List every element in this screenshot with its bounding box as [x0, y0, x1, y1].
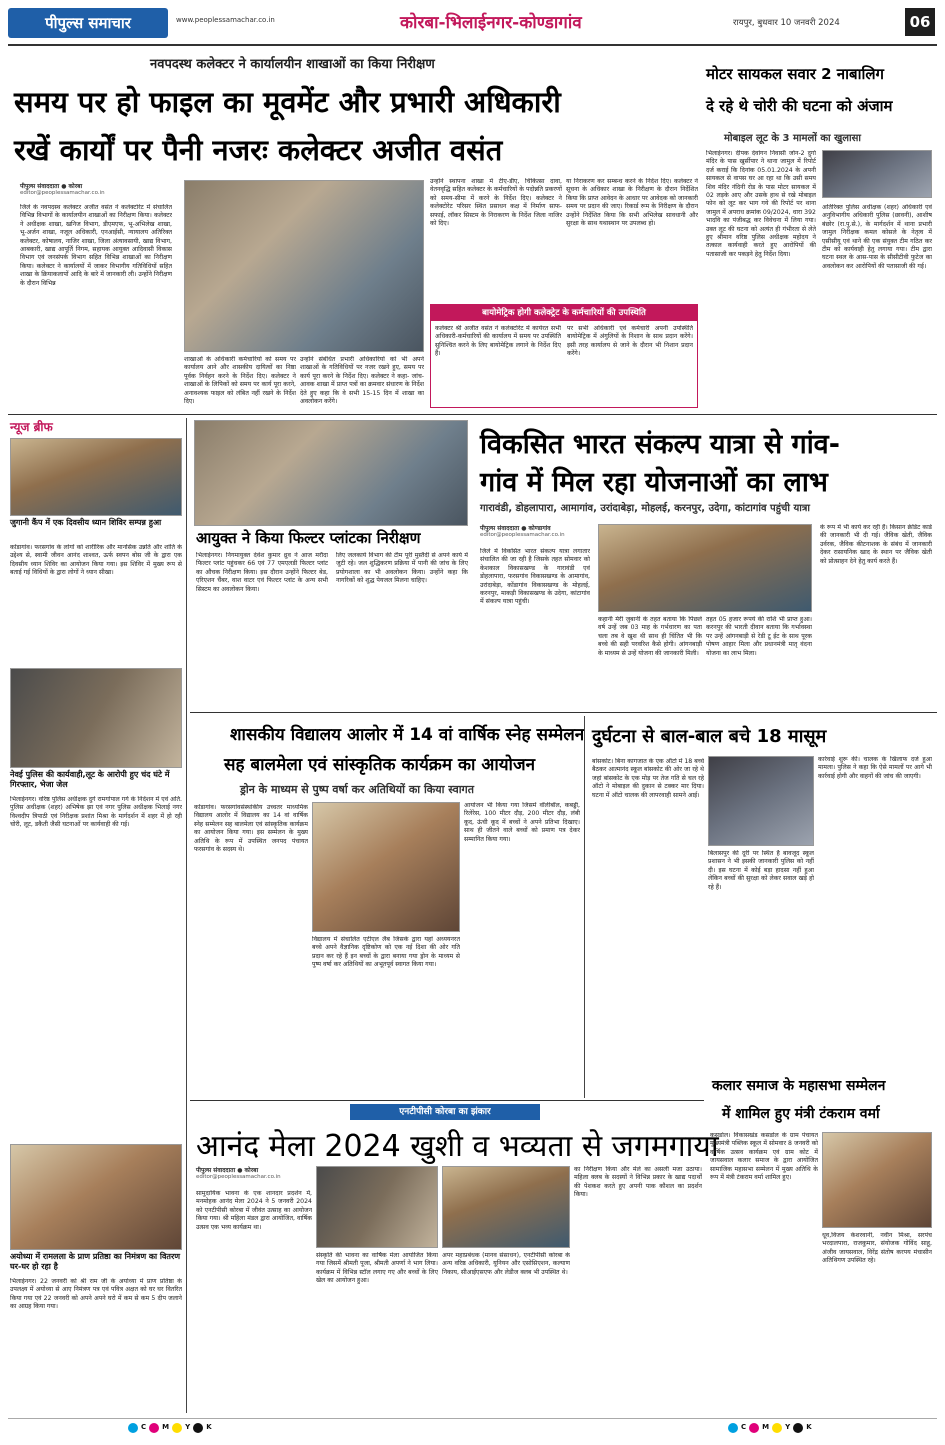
story5-col2: विद्यालय में संचालित एटीएल लैब जिसके द्वारा यहां अध्ययनरत बच्चे अपने वैज्ञानिक दृष्टिकोण को एक नई दिशा की ओर गति प्रदान कर रहे हैं इन बच्चों के द्वारा बनाया गया ड्रोन के माध्यम से पुष्प वर्षा कर अतिथियों का अभूतपूर्व स्वागत किया गया। — [312, 936, 460, 969]
story2-headline-2: दे रहे थे चोरी की घटना को अंजाम — [706, 97, 893, 115]
date: रायपुर, बुधवार 10 जनवरी 2024 — [733, 18, 840, 28]
story1-col1: जिले के नवपदस्थ कलेक्टर अजीत वसंत ने कलेक्टोरेट में संचालित विभिन्न विभागों के कार्यालयीन शाखाओं का निरीक्षण किया। कलेक्टर ने अधीक्षक शाखा, खनिज विभाग, डीएमएफ, भू-अभिलेख शाखा, भू-अर्जन शाखा, नजूल अधिकारी, एनआईसी, न्यायालय अतिरिक्त कलेक्टर, कोषालय, नाजिर शाखा, जिला अंत्यावसायी, खाद्य विभाग, आबकारी, खाद्य आपूर्ति निगम, सहायक आयुक्त आदिवासी विकास विभाग एवं जनसंपर्क विभाग सहित विभिन्न शाखाओं का निरीक्षण किया। कलेक्टर ने कार्यालयों में जाकर विभागीय गतिविधियों सहित शाखा के क्रियाकलापों आदि के बारे में जानकारी ली। उन्होंने निरीक्षण के दौरान विभिन्न — [20, 204, 172, 287]
magenta-dot-2 — [749, 1423, 759, 1433]
logo — [8, 8, 168, 38]
story7-col2: संस्कृति की भावना का वार्षिक मेला आयोजित किया गया जिसमें श्रीमती पूजा, श्रीमती अपर्णा ने भाग लिया। कार्यक्रम में विभिन्न स्टॉल लगाए गए और बच्चों के लिए खेल का आयोजन हुआ। — [316, 1252, 438, 1285]
story2-col2: अतिरिक्त पुलिस अधीक्षक (शहर) अधिकारी एवं अनुविभागीय अधिकारी पुलिस (छावनी), आशीष बंछोर (रा.पु.से.), के मार्गदर्शन में थाना प्रभारी जामुल निरीक्षक कमल कोसले के नेतृत्व में एसीसीयू एवं थाने की एक संयुक्त टीम गठित कर टीम को कार्यवाही हेतु लगाया गया। टीम द्वारा घटना स्थल के आस-पास के सीसीटीवी फुटेज का अवलोकन कर आरोपियों की पतासाजी की गई। — [822, 204, 932, 270]
brief3-body: भिलाईनगर। 22 जनवरी को श्री राम जी के अयोध्या में प्राण प्रतिष्ठा के उपलक्ष्य में अयोध्या से आए निमंत्रण पत्र एवं पवित्र अक्षत को घर घर वितरित किया गया एवं 22 जनवरी को अपने अपने घरो में कम से कम 5 दीप जलाने का आग्रह किया गया। — [10, 1278, 182, 1311]
story1-kicker: नवपदस्थ कलेक्टर ने कार्यालयीन शाखाओं का किया निरीक्षण — [150, 57, 435, 72]
biometric-box-col2: पर सभी अधिकारी एवं कर्मचारी अपनी उपस्थिति बायोमेट्रिक में अंगुलियों के निशान के साथ प्रदान करेंगे। इसी तरह कार्यालय से जाने के दौरान भी निशान प्रदान करेंगे। — [567, 325, 693, 358]
biometric-box-title: बायोमेट्रिक होगी कलेक्ट्रेट के कर्मचारियों की उपस्थिति — [431, 305, 697, 321]
story8-headline-2: में शामिल हुए मंत्री टंकराम वर्मा — [722, 1106, 880, 1122]
story4-col1: जिले में विकसित भारत संकल्प यात्रा लगातार संचालित की जा रही है जिसके तहत सोमवार को केशकाल विकासखण्ड के गारावंडी एवं डोहलापारा, फरसगांव विकासखण्ड के आमागांव, उरांदाबेड़ा, कोंडागांव विकासखण्ड के मोहलई, करनपुर, माकड़ी विकासखण्ड के उदेगा, कांटागांव में संकल्प यात्रा पहुंची। — [480, 548, 590, 606]
story4-byline: पीपुल्स संवाददाता ● कोण्डागांव — [480, 525, 551, 532]
footer — [8, 1418, 937, 1438]
story5-col1: कोंडागांव। फरसगांवसंस्थांकीय उच्चतर माध्यमिक विद्यालय आलोर में विद्यालय का 14 वां वार्षिक स्नेह सम्मेलन सह बालमेला एवं सांस्कृतिक कार्यक्रम का आयोजन किया गया। इस सम्मेलन के मुख्य अतिथि के रूप में उपस्थित जनपद पंचायत फरसगांव के सदस्य थे। — [194, 804, 308, 854]
cmyk-m: M — [162, 1423, 170, 1431]
story6-headline: दुर्घटना से बाल-बाल बचे 18 मासूम — [592, 726, 827, 747]
story5-headline-2: सह बालमेला एवं सांस्कृतिक कार्यक्रम का आयोजन — [224, 755, 536, 775]
story3-col1: भिलाईनगर। निगमायुक्त देवेश कुमार ध्रुव ने आज मरौदा फिल्टर प्लांट पहुंचकर 66 एवं 77 एमएलडी फिल्टर प्लांट का औचक निरीक्षण किया। इस दौरान उन्होंने फिल्टर बेड, एरिएशन चैंबर, वाश वाटर एवं फिल्टर प्लांट के अन्य सभी सिस्टम का अवलोकन किया। — [196, 552, 328, 593]
yellow-dot-2 — [772, 1423, 782, 1433]
cmyk-k: K — [206, 1423, 212, 1431]
story7-byline: पीपुल्स संवाददाता ● कोरबा — [196, 1167, 259, 1174]
story2-headline-1: मोटर सायकल सवार 2 नाबालिग — [706, 65, 884, 83]
story1-col4: उन्होंने स्थापना शाखा में टीए-डीए, चिकित्सा दावा, वेतनवृद्धि सहित कलेक्टर के कर्मचारियों के पदोन्नति प्रकरणों को समय-सीमा में करने के निर्देश दिए। कलेक्टर ने कलेक्टोरेट परिसर स्थित प्रसाधन कक्ष में निर्माण साफ-सफाई, लॉकर सिस्टम के निराकरण के निर्देश जिला नाजिर को दिए। — [430, 178, 562, 228]
cmyk-y-2: Y — [785, 1423, 791, 1431]
story7-col4: का निरीक्षण किया और मेले का असली मजा उठाया। महिला क्लब के सदस्यों ने विभिन्न प्रकार के खाद्य पदार्थों की पेशकश करते हुए अपनी पाक कौशल का प्रदर्शन किया। — [574, 1166, 702, 1199]
story4-photo — [598, 524, 812, 612]
story5-divider — [584, 716, 585, 1098]
story5-sub: ड्रोन के माध्यम से पुष्प वर्षा कर अतिथियों का किया स्वागत — [240, 783, 475, 796]
story4-col4: के रूप में भी कार्य कर रही हैं। किसान क्रेडिट कार्ड की जानकारी भी दी गई। जैविक खेती, जैविक उर्वरक, जैविक कीटनाशक के संबंध में जानकारी देकर रासायनिक खाद के स्थान पर जैविक खेती को प्रोत्साहन देने हेतु कार्य करते हैं। — [820, 524, 932, 565]
story7-kicker: एनटीपीसी कोरबा का झंकार — [350, 1104, 540, 1120]
story8-col2: धूव,विजय केशरवानी, नवीन मिश्रा, सरपंच भरदालपारा, राजकुमार, संयोजक गोविंद साहू, अंजीव जायसवाल, विरेंद्र संतोष करपय मंचासीन अतिथिगण उपस्थित रहे। — [822, 1232, 932, 1265]
cmyk-k-2: K — [806, 1423, 812, 1431]
story1-photo — [184, 180, 424, 352]
logo-text: पीपुल्स समाचार — [45, 14, 131, 32]
cmyk-m-2: M — [762, 1423, 770, 1431]
brief1-title: जुगानी कैंप में एक दिवसीय ध्यान शिविर सम्पन्न हुआ — [10, 518, 162, 527]
brief2-body: भिलाईनगर। वरिष्ठ पुलिस अधीक्षक दुर्ग रामगोपाल गर्ग के निर्देशन में एवं अति. पुलिस अधीक्षक (शहर) अभिषेक झा एवं नगर पुलिस अधीक्षक भिलाई नगर विश्वदीप त्रिपाठी एवं निरीक्षक प्रशांत मिश्रा के मार्गदर्शन में शहर में हो रही चोरी, लूट, डकैती जैसी घटनाओं पर कार्यवाही की गई। — [10, 796, 182, 829]
rule-3 — [190, 1100, 704, 1101]
yellow-dot — [172, 1423, 182, 1433]
rule-2 — [190, 712, 937, 713]
cyan-dot-2 — [728, 1423, 738, 1433]
story5-col3: आयोजन भी किया गया जिसमें वॉलीबॉल, कबड्डी, रिलेरेस, 100 मीटर दौड़, 200 मीटर दौड़, लंबी कूद, ऊंची कूद में बच्चों ने अपने प्रतिभा दिखाए। साथ ही जीतने वाले बच्चों को प्रमाण पत्र देकर सम्मानित किया गया। — [464, 802, 580, 843]
story3-col2: लिए जलकार्य विभाग की टीम पूरी मुस्तैदी से अपने कार्य में जुटी रहे। जल शुद्धिकरण प्रक्रिया में पानी की जांच के लिए प्रयोगशाला का भी अवलोकन किया। उन्होंने कहा कि नागरिकों को शुद्ध पेयजल मिलना चाहिए। — [336, 552, 468, 585]
story4-headline-1: विकसित भारत संकल्प यात्रा से गांव- — [480, 429, 840, 460]
story7-col1: सामुदायिक भावना के एक शानदार प्रदर्शन में, मनमोहक आनंद मेला 2024 ने 5 जनवरी 2024 को एनटीपीसी कोरबा में जीवंत उत्साह का आयोजन किया गया। श्री महिला मंडल द्वारा आयोजित, वार्षिक उत्सव एक भव्य कार्यक्रम था। — [196, 1190, 312, 1231]
rule-1 — [8, 414, 937, 415]
news-brief-label: न्यूज ब्रीफ — [10, 420, 53, 434]
masthead-rule — [8, 44, 937, 46]
black-dot — [193, 1423, 203, 1433]
story4-sub: गारावंडी, डोहलापारा, आमागांव, उरांदाबेड़ा, मोहलई, करनपुर, उदेगा, कांटागांव पहुंची यात्रा — [480, 503, 810, 514]
story7-photo-1 — [316, 1166, 438, 1248]
story7-headline: आनंद मेला 2024 खुशी व भव्यता से जगमगाया — [196, 1129, 719, 1164]
story5-headline-1: शासकीय विद्यालय आलोर में 14 वां वार्षिक स्नेह सम्मेलन — [230, 725, 585, 745]
story7-col3: अपर महाप्रबंधक (मानव संसाधन), एनटीपीसी कोरबा के अन्य वरिष्ठ अधिकारी, यूनियन और एसोसिएशन, कल्याण निकाय, सीआईएसएफ और लेडीज क्लब भी उपस्थित थे। — [442, 1252, 570, 1276]
story1-byline-block — [20, 182, 170, 196]
story1-col5: या निराकरण कर सम्बन्ध करने के निर्देश दिए। कलेक्टर ने सूचना के अधिकार शाखा के निरीक्षण के दौरान निर्देशित किया कि प्राप्त आवेदन के आधार पर आवेदक को जानकारी समय पर प्रदान की जाए। रिकार्ड रूम के निरीक्षण के दौरान उन्होंने निर्देशित किया कि सभी अभिलेख सावधानी और सुरक्षा के साथ यथास्थान पर उपलब्ध हो। — [566, 178, 698, 228]
cmyk-c: C — [141, 1423, 147, 1431]
story4-col3: तहत 05 हजार रूपये की राशि भी प्राप्त हुआ। करनपुर की भारती दीवान बताया कि गर्भावस्था पर उन्हें आंगनबाड़ी से रेडी टू ईट के साथ पूरक पोषण आहार मिला और प्रधानमंत्री मातृ वंदना योजना का लाभ मिला। — [706, 616, 812, 657]
story7-photo-2 — [442, 1166, 570, 1248]
black-dot-2 — [793, 1423, 803, 1433]
cmyk-c-2: C — [741, 1423, 747, 1431]
story1-headline-2: रखें कार्यों पर पैनी नजरः कलेक्टर अजीत वसंत — [14, 133, 503, 167]
story4-headline-2: गांव में मिल रहा योजनाओं का लाभ — [480, 467, 828, 498]
masthead — [8, 6, 937, 40]
story6-photo — [708, 756, 814, 846]
story5-photo — [312, 802, 460, 932]
brief-divider — [186, 418, 187, 1413]
cmyk-bar-left — [128, 1423, 212, 1433]
story6-col1: बांसकोट। बिना कागजात के एक ऑटो में 18 बच्चे बैठकर आत्मानंद स्कूल बांसकोट की ओर जा रहे थे जहां बांसकोट के एक मोड़ पर तेज गति से चल रहे ऑटो ने मोबाइल की दुकान से टक्कर मार दिया। घटना में ऑटो चालक की लापरवाही सामने आई। — [592, 758, 704, 799]
brief2-title: नेवई पुलिस की कार्यवाही,लूट के आरोपी हुए चंद घंटे में गिरफ्तार, भेजा जेल — [10, 770, 170, 789]
edition-title: कोरबा-भिलाईनगर-कोण्डागांव — [400, 13, 582, 33]
story1-byline: पीपुल्स संवाददाता ● कोरबा — [20, 183, 83, 190]
cyan-dot — [128, 1423, 138, 1433]
story1-email[interactable]: editor@peoplessamachar.co.in — [20, 190, 105, 196]
biometric-box — [430, 304, 698, 408]
brief1-photo — [10, 438, 182, 516]
website[interactable]: www.peoplessamachar.co.in — [176, 16, 275, 24]
story2-col1: भिलाईनगर। दीपक देवांगन निवासी जोन-2 दुर्गा मंदिर के पास खुर्सीपार ने थाना जामुल में रिपोर्ट दर्ज कराई कि दिनांक 05.01.2024 के अपनी सायकल से वापस घर आ रहा था कि उसी समय शिव मंदिर नंदिनी रोड के पास मोटर सायकल में 02 लड़के आए और उसके हाथ से रखे मोबाइल फोन को लूट कर भाग गये की रिपोर्ट पर थाना जामुल में अपराध क्रमांक 09/2024, धारा 392 भादवि का पंजीबद्ध कर विवेचना में लिया गया। उक्त लूट की घटना को अत्यंत ही गंभीरता से लेते हुए श्रीमान वरिष्ठ पुलिस अधीक्षक महोदय ने तत्काल कार्यवाही करते हुए आरोपियों की पतासाजी कर पकड़ने हेतु निर्देश दिया। — [706, 150, 816, 258]
story1-col2: शाखाओं के अधिकारी कर्मचारियों को समय पर कार्यालय आने और शासकीय दायित्वों का निष्ठा पूर्वक निर्वहन करने के निर्देश दिए। कलेक्टर ने शाखाओं के लिपिकों को समय पर कार्य पूरा करने, अनावश्यक फाइल को लंबित नहीं रखने के निर्देश दिए। — [184, 356, 296, 406]
brief1-body: कोंडागांव। फरसगांव के लोगों को शारीरिक और मानसिक उन्नति और शांति के उद्देश्य से, स्वामी जीवन आनंद शाश्वत, ऊर्फ स्वपन बोस जी के द्वारा एक दिवसीय ध्यान शिविर का आयोजन किया गया। इस शिविर में मुख्य रूप से बताई गई विधियों के द्वारा लोगों ने ध्यान सीखा। — [10, 544, 182, 577]
story8-photo — [822, 1132, 932, 1228]
story1-col3: उन्होंने संबंधित प्रभारी अधिकारियों को भी अपने शाखाओं के गतिविधियों पर नजर रखने हुए, समय पर कार्य पूरा करने के निर्देश दिए। कलेक्टर ने कहा- जांच-आवक शाखा में प्राप्त पत्रों का क्रमवार संधारण के निर्देश देते हुए कहा कि वे सभी 15-15 दिन में शाखा का अवलोकन करेंगे। — [300, 356, 424, 406]
story4-byline-block — [480, 524, 588, 538]
brief2-photo — [10, 668, 182, 768]
biometric-box-col1: कलेक्टर श्री अजीत वसंत ने कलेक्टोरेट में कार्यरत सभी अधिकारी-कर्मचारियों की कार्यालय में समय पर उपस्थिति सुनिश्चित करने के लिए बायोमेट्रिक लगाने के निर्देश दिए हैं। — [435, 325, 561, 358]
brief3-title: अयोध्या में रामलला के प्राण प्रतिष्ठा का निमंत्रण का वितरण घर-घर हो रहा है — [10, 1252, 181, 1271]
story2-photo — [822, 150, 932, 198]
story6-col3: कार्रवाई शुरू की। चालक के खिलाफ दर्ज हुआ मामला। पुलिस ने कहा कि ऐसे मामलों पर आगे भी कार्रवाई होगी और वाहनों की जांच की जाएगी। — [818, 756, 932, 780]
story3-headline: आयुक्त ने किया फिल्टर प्लांटका निरीक्षण — [196, 529, 421, 547]
story7-email[interactable]: editor@peoplessamachar.co.in — [196, 1174, 281, 1180]
story8-headline-1: कलार समाज के महासभा सम्मेलन — [712, 1078, 886, 1094]
story1-headline-1: समय पर हो फाइल का मूवमेंट और प्रभारी अधिकारी — [14, 85, 561, 119]
brief3-photo — [10, 1144, 182, 1250]
page-number: 06 — [905, 8, 935, 36]
story4-col2: कहानी मेरी जुबानी के तहत बताया कि पिछले वर्ष उन्हें जब 03 माह के गर्भधारण का पता चला तब वे खुश थी साथ ही चिंतित भी कि बच्चे की सही परवरिश कैसे होगी। आंगनबाड़ी के माध्यम से उन्हें योजना की जानकारी मिली। — [598, 616, 702, 657]
story8-col1: कसडोल। विकासखंड कसडोल के ग्राम पंचायत मुख्यमंत्री पब्लिक स्कूल में सोमवार 8 जनवरी को वार्षिक उत्सव कार्यक्रम एवं ग्राम कोट में जायसवाल कलार समाज के द्वारा आयोजित सामाजिक महासभा सम्मेलन में मुख्य अतिथि के रूप में मंत्री टंकराम वर्मा शामिल हुए। — [710, 1132, 818, 1182]
story7-byline-block — [196, 1166, 316, 1180]
story3-photo — [194, 420, 468, 526]
cmyk-bar-right — [728, 1423, 812, 1433]
magenta-dot — [149, 1423, 159, 1433]
story4-email[interactable]: editor@peoplessamachar.co.in — [480, 532, 565, 538]
story2-sub: मोबाइल लूट के 3 मामलों का खुलासा — [724, 133, 861, 144]
story6-col2: बिलासपुर की दूरी पर स्थित है बावजूद स्कूल प्रशासन ने भी इसकी जानकारी पुलिस को नहीं दी। इस घटना में कोई बड़ा हादसा नहीं हुआ लेकिन बच्चों की सुरक्षा को लेकर सवाल खड़े हो रहे हैं। — [708, 850, 814, 891]
cmyk-y: Y — [185, 1423, 191, 1431]
